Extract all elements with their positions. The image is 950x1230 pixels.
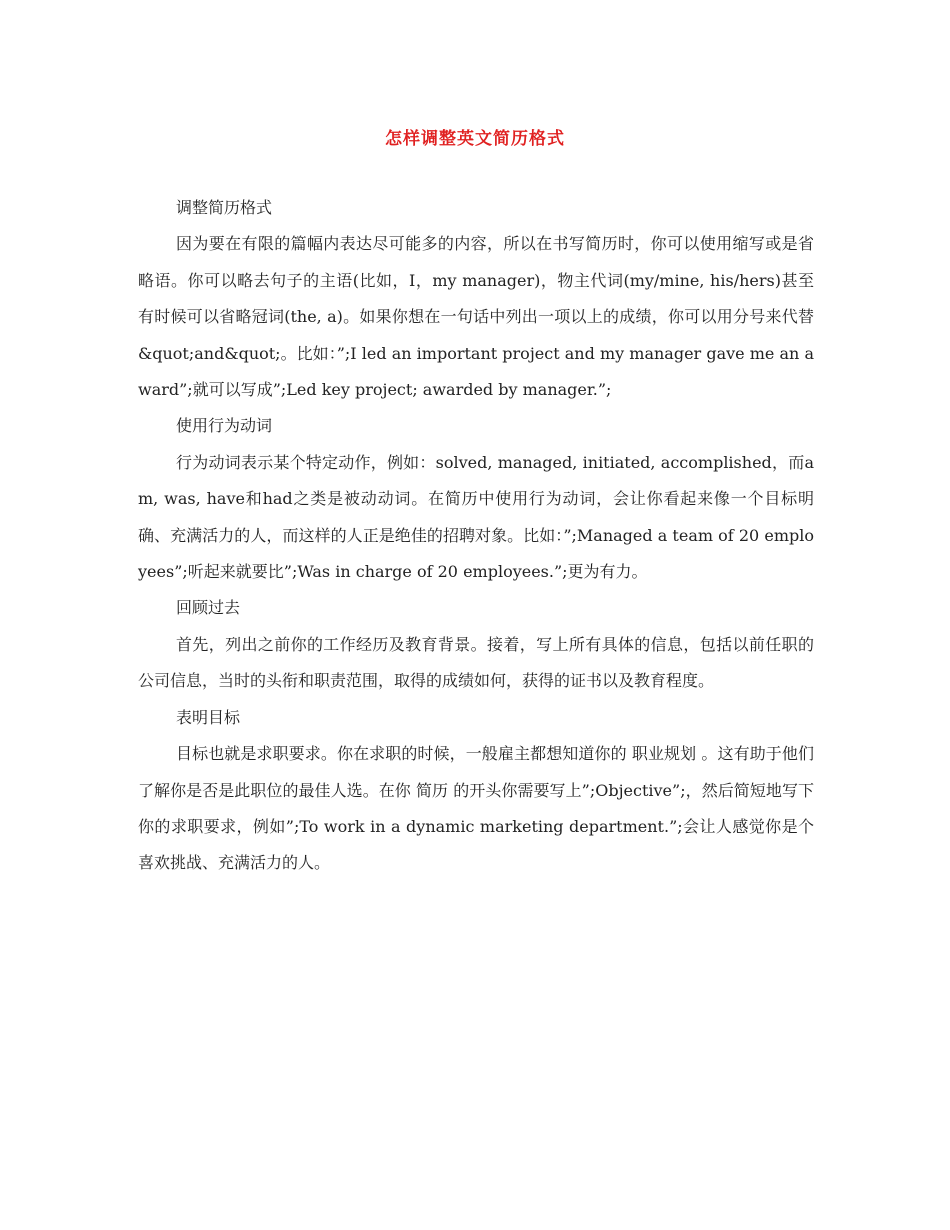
document-body <box>138 190 814 882</box>
section-heading-format: 调整简历格式 <box>176 198 273 217</box>
section-paragraph-action-verbs: 行为动词表示某个特定动作，例如：solved, managed, initiated, accomplished，而am, was, have和had之类是被动动词。在简历中使用行为动词，会让你看起来像一个目标明确、充满活力的人，而这样的人正是绝佳的招聘对象。比如：”;Managed a team of 20 employees”;听起来就要比”;Was in charge of 20 employees.”;更为有力。 <box>138 452 814 582</box>
section-paragraph-format: 因为要在有限的篇幅内表达尽可能多的内容，所以在书写简历时，你可以使用缩写或是省略语。你可以略去句子的主语(比如，I，my manager)，物主代词(my/mine, his/hers)甚至有时候可以省略冠词(the, a)。如果你想在一句话中列出一项以上的成绩，你可以用分号来代替&quot;and&quot;。比如：”;I led an important project and my manager gave me an award”;就可以写成”;Led key project; awarded by manager.”; <box>138 234 814 400</box>
section-paragraph-objective: 目标也就是求职要求。你在求职的时候，一般雇主都想知道你的 职业规划 。这有助于他们了解你是否是此职位的最佳人选。在你 简历 的开头你需要写上”;Objective”;，然后简短地写下你的求职要求，例如”;To work in a dynamic marketing department.”;会让人感觉你是个喜欢挑战、充满活力的人。 <box>138 744 814 873</box>
section-heading-objective: 表明目标 <box>176 707 241 727</box>
section-heading-review-past: 回顾过去 <box>176 598 241 618</box>
section-paragraph-review-past: 首先，列出之前你的工作经历及教育背景。接着，写上所有具体的信息，包括以前任职的公司信息，当时的头衔和职责范围，取得的成绩如何，获得的证书以及教育程度。 <box>138 634 814 691</box>
section-heading-action-verbs: 使用行为动词 <box>176 416 273 436</box>
document-title: 怎样调整英文简历格式 <box>385 129 565 149</box>
